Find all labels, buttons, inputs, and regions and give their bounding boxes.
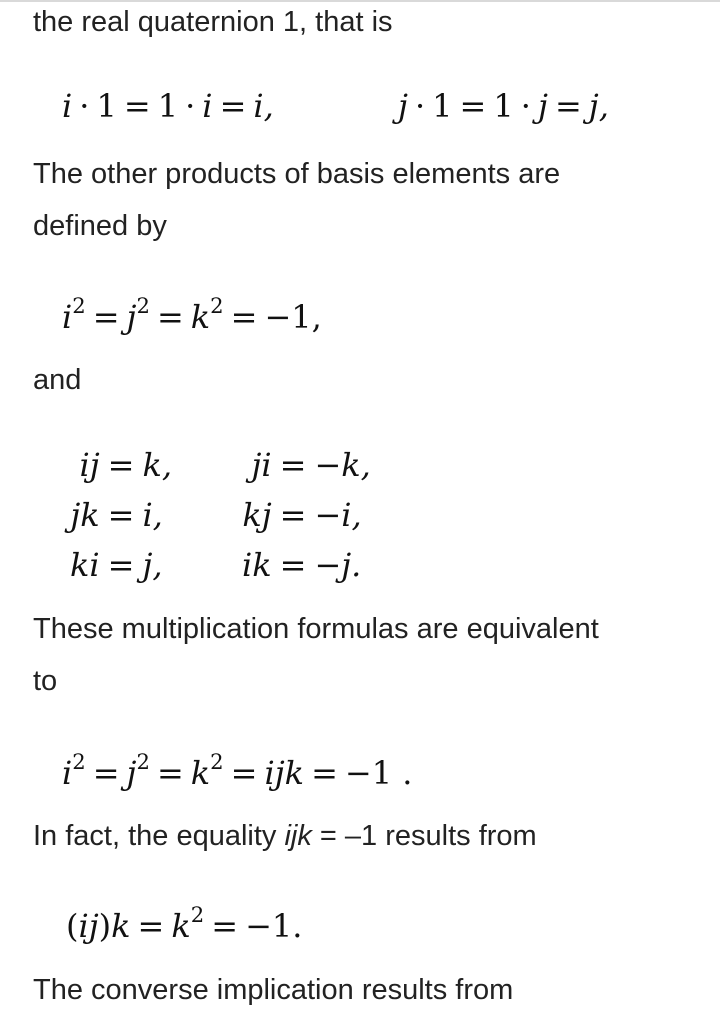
system-row: ij = k, ji = −k, [79, 446, 371, 484]
paragraph-formulas-line1: These multiplication formulas are equivalent [33, 613, 599, 645]
equation-system [70, 440, 371, 590]
paragraph-products-line1: The other products of basis elements are [33, 158, 561, 190]
paragraph-converse: The converse implication results from [33, 974, 514, 1006]
equation-identity-j: j · 1 = 1 · j = j, [398, 87, 609, 125]
paragraph-and: and [33, 364, 82, 396]
system-row: jk = i, kj = −i, [70, 496, 362, 534]
paragraph-intro: the real quaternion 1, that is [33, 6, 393, 38]
paragraph-products-line2: defined by [33, 210, 167, 242]
equation-proof: $(ij)k = k^2 = -1$. [66, 902, 303, 945]
equation-identity-i: i · 1 = 1 · i = i, [62, 87, 274, 125]
equation-combined: $i^2 = j^2 = k^2$ = ijk = −1 . [62, 749, 413, 792]
paragraph-formulas-line2: to [33, 665, 58, 697]
equation-squares: $i^2 = j^2 = k^2 = -1$, [62, 293, 322, 336]
paragraph-in-fact: In fact, the equality ijk = –1 results from [33, 820, 537, 852]
system-row: ki = j, ik = −j. [70, 546, 362, 584]
